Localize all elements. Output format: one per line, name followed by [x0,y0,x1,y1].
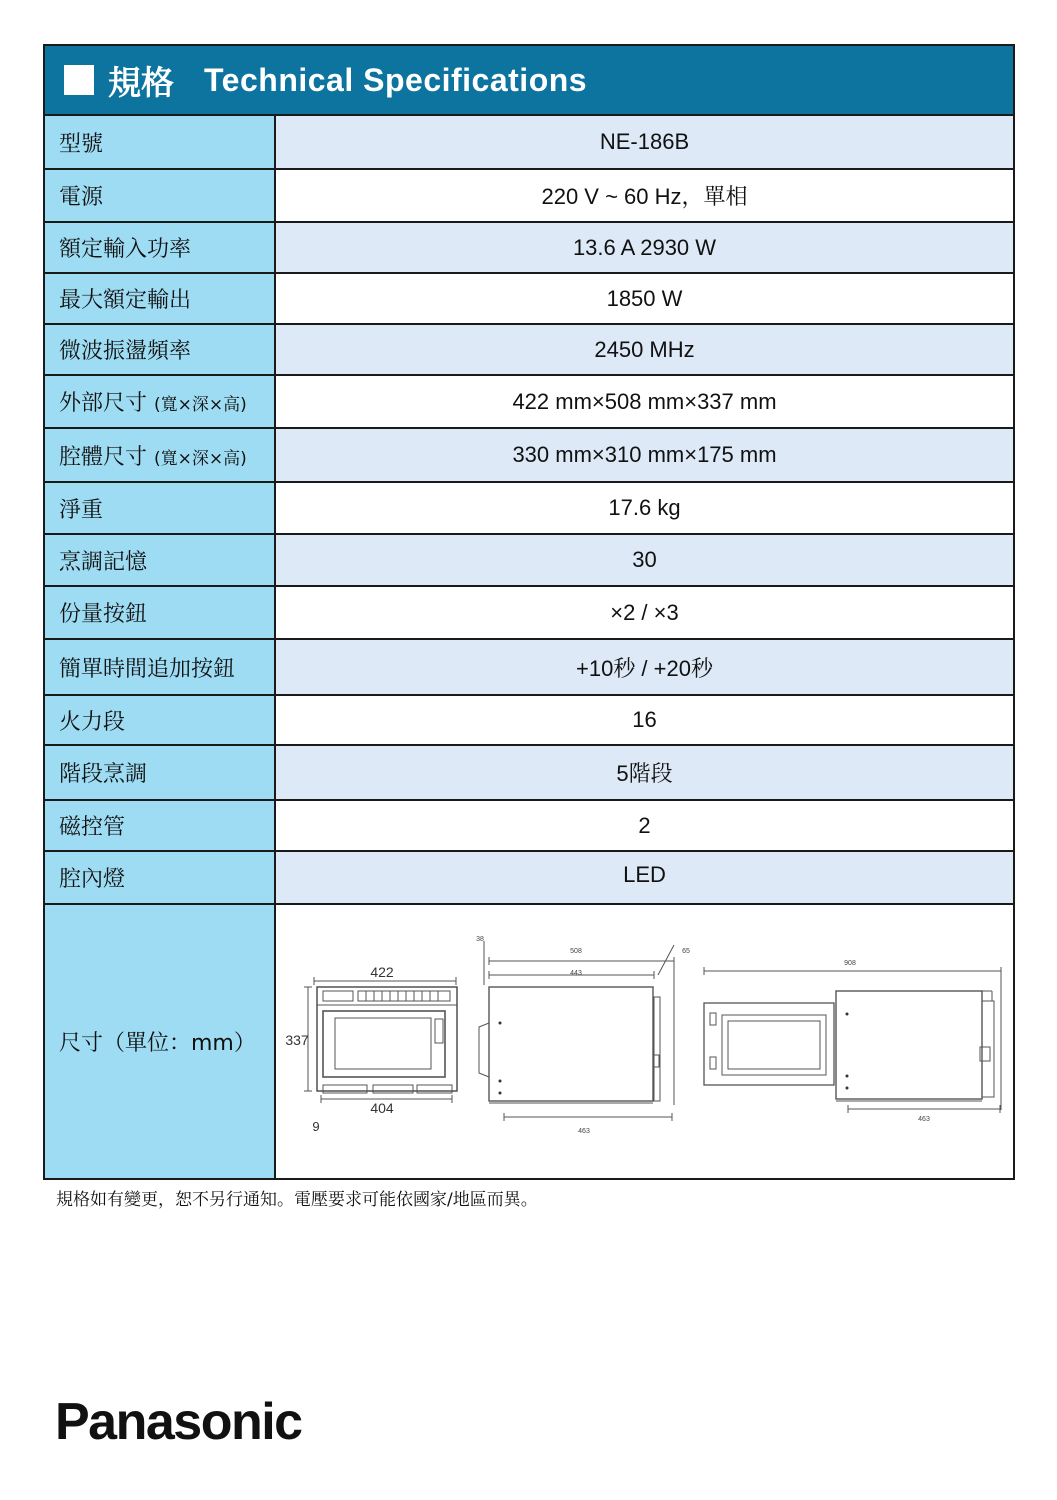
spec-row [45,534,1013,586]
spec-value: 13.6 A 2930 W [275,222,1013,273]
spec-value: 422 mm×508 mm×337 mm [275,375,1013,428]
side-inner-label: 443 [570,970,582,977]
side-depth-top-label: 508 [570,948,582,955]
front-width-bottom-label: 404 [370,1100,394,1116]
spec-row [45,375,1013,428]
spec-value: 5階段 [275,745,1013,800]
open-screw-dot [846,1075,849,1078]
spec-table [45,116,1013,1178]
spec-label: 額定輸入功率 [45,222,275,273]
spec-value: 330 mm×310 mm×175 mm [275,428,1013,482]
spec-value: 16 [275,695,1013,745]
dimension-drawing-cell [275,904,1013,1178]
front-view-drawing [304,977,457,1103]
spec-row [45,695,1013,745]
front-width-top-label: 422 [370,964,394,980]
spec-label-main: 外部尺寸 [59,391,148,416]
spec-value: 1850 W [275,273,1013,324]
header-square-icon [64,65,94,95]
spec-label: 淨重 [45,482,275,534]
spec-label-main: 腔體尺寸 [59,444,148,470]
spec-value: 2450 MHz [275,324,1013,375]
spec-label: 份量按鈕 [45,586,275,639]
spec-label: 火力段 [45,695,275,745]
side-view-drawing [479,941,674,1121]
spec-label-sub: (寬×深×高) [154,395,247,415]
open-screw-dot [846,1013,849,1016]
spec-header [45,46,1013,116]
spec-label: 磁控管 [45,800,275,851]
header-title-en: Technical Specifications [204,61,588,98]
spec-label: 電源 [45,169,275,222]
spec-row [45,586,1013,639]
spec-label: 腔內燈 [45,851,275,904]
side-back-gap-label: 38 [476,936,484,943]
spec-row-dimensions [45,904,1013,1178]
spec-value: +10秒 / +20秒 [275,639,1013,695]
spec-label: 簡單時間追加按鈕 [45,639,275,695]
open-door-view-drawing [704,967,1001,1113]
spec-label-sub: (寬×深×高) [154,448,247,469]
spec-row [45,324,1013,375]
side-base-label: 463 [578,1128,590,1135]
spec-label: 型號 [45,116,275,169]
spec-value: ×2 / ×3 [275,586,1013,639]
spec-label: 微波振盪頻率 [45,324,275,375]
spec-row [45,273,1013,324]
header-title-zh: 規格 [108,62,174,102]
brand-logo: Panasonic [55,1393,302,1451]
spec-row [45,639,1013,695]
spec-value: 2 [275,800,1013,851]
spec-label: 最大額定輸出 [45,273,275,324]
spec-row [45,222,1013,273]
side-handle-label: 65 [682,948,690,955]
spec-row [45,116,1013,169]
spec-row [45,428,1013,482]
spec-row [45,851,1013,904]
front-height-label: 337 [285,1032,309,1048]
side-screw-dot [499,1080,502,1083]
spec-row [45,482,1013,534]
spec-label [45,375,275,428]
spec-row [45,800,1013,851]
open-total-label: 908 [844,960,856,967]
side-screw-dot [499,1092,502,1095]
spec-value: NE-186B [275,116,1013,169]
open-base-label: 463 [918,1116,930,1123]
spec-row [45,169,1013,222]
footnote: 規格如有變更，恕不另行通知。電壓要求可能依國家/地區而異。 [56,1190,538,1210]
dimension-drawing [276,905,1016,1177]
spec-label: 烹調記憶 [45,534,275,586]
spec-value: LED [275,851,1013,904]
spec-value: 220 V ~ 60 Hz，單相 [275,169,1013,222]
spec-value: 17.6 kg [275,482,1013,534]
spec-row [45,745,1013,800]
side-screw-dot [499,1022,502,1025]
spec-table-box [43,44,1015,1180]
front-foot-label: 9 [312,1119,320,1134]
spec-label [45,428,275,482]
spec-value: 30 [275,534,1013,586]
spec-label: 階段烹調 [45,745,275,800]
spec-label-dimensions: 尺寸（單位：mm） [45,904,275,1178]
open-screw-dot [846,1087,849,1090]
